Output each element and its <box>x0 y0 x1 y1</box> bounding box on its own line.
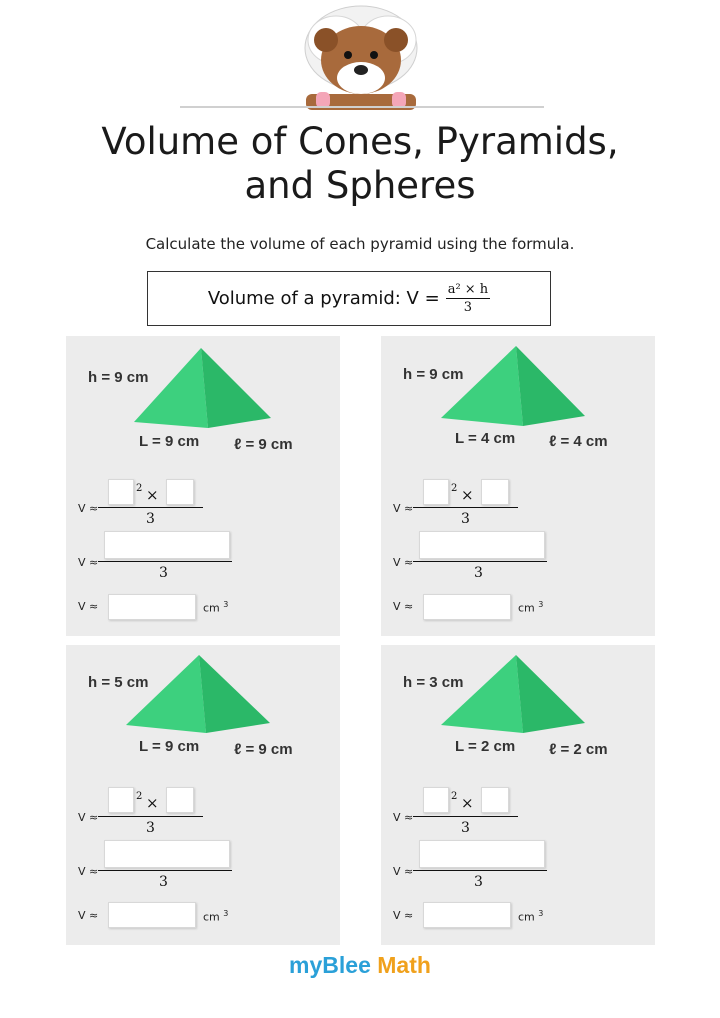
answer-input[interactable] <box>108 902 196 928</box>
numerator-input[interactable] <box>419 840 545 868</box>
slant-length-label: ℓ = 9 cm <box>234 741 293 758</box>
pyramid-illustration <box>66 645 340 755</box>
instruction-text: Calculate the volume of each pyramid using the formula. <box>145 235 575 253</box>
height-input[interactable] <box>481 787 509 813</box>
denominator: 3 <box>474 565 483 581</box>
squared-exponent: 2 <box>451 791 458 802</box>
fraction-line <box>413 870 547 871</box>
formula-box <box>147 271 551 326</box>
fraction-line <box>413 561 547 562</box>
height-label: h = 5 cm <box>88 674 149 691</box>
v-approx-label: V ≈ <box>78 600 99 613</box>
fraction-line <box>98 561 232 562</box>
fraction-line <box>98 507 203 508</box>
denominator: 3 <box>146 820 155 836</box>
slant-length-label: ℓ = 2 cm <box>549 741 608 758</box>
height-label: h = 9 cm <box>403 366 464 383</box>
denominator: 3 <box>159 565 168 581</box>
base-length-label: L = 2 cm <box>455 738 516 755</box>
page-title: Volume of Cones, Pyramids, and Spheres <box>101 120 619 207</box>
unit-label: cm $^3$ <box>203 600 229 615</box>
fraction-line <box>413 816 518 817</box>
base-length-label: L = 9 cm <box>139 738 200 755</box>
height-label: h = 9 cm <box>88 369 149 386</box>
v-approx-label: V ≈ <box>393 865 414 878</box>
base-input[interactable] <box>108 787 134 813</box>
base-length-label: L = 9 cm <box>139 433 200 450</box>
v-approx-label: V ≈ <box>393 811 414 824</box>
formula-fraction <box>446 282 491 315</box>
times-sign: × <box>461 486 474 504</box>
times-sign: × <box>461 794 474 812</box>
brand-logo: myBlee Math <box>289 952 431 978</box>
height-input[interactable] <box>481 479 509 505</box>
answer-input[interactable] <box>108 594 196 620</box>
problem-card-4 <box>381 645 655 945</box>
denominator: 3 <box>461 511 470 527</box>
problem-card-3 <box>66 645 340 945</box>
squared-exponent: 2 <box>136 791 143 802</box>
fraction-line <box>413 507 518 508</box>
v-approx-label: V ≈ <box>78 502 99 515</box>
height-input[interactable] <box>166 787 194 813</box>
fraction-line <box>98 816 203 817</box>
denominator: 3 <box>461 820 470 836</box>
unit-label: cm $^3$ <box>203 909 229 924</box>
problem-card-2 <box>381 336 655 636</box>
v-approx-label: V ≈ <box>78 811 99 824</box>
base-input[interactable] <box>108 479 134 505</box>
height-label: h = 3 cm <box>403 674 464 691</box>
numerator-input[interactable] <box>104 840 230 868</box>
v-approx-label: V ≈ <box>78 909 99 922</box>
formula-denominator: 3 <box>463 300 473 315</box>
squared-exponent: 2 <box>136 483 143 494</box>
times-sign: × <box>146 794 159 812</box>
numerator-input[interactable] <box>104 531 230 559</box>
v-approx-label: V ≈ <box>393 909 414 922</box>
formula-label: Volume of a pyramid: V = <box>207 288 440 309</box>
squared-exponent: 2 <box>451 483 458 494</box>
pyramid-illustration <box>381 645 655 755</box>
fraction-line <box>98 870 232 871</box>
slant-length-label: ℓ = 4 cm <box>549 433 608 450</box>
base-input[interactable] <box>423 479 449 505</box>
header-divider <box>180 106 544 108</box>
v-approx-label: V ≈ <box>393 502 414 515</box>
base-length-label: L = 4 cm <box>455 430 516 447</box>
denominator: 3 <box>159 874 168 890</box>
answer-input[interactable] <box>423 902 511 928</box>
unit-label: cm $^3$ <box>518 600 544 615</box>
answer-input[interactable] <box>423 594 511 620</box>
mascot-illustration <box>276 0 446 112</box>
formula-numerator: a² × h <box>447 282 489 297</box>
unit-label: cm $^3$ <box>518 909 544 924</box>
slant-length-label: ℓ = 9 cm <box>234 436 293 453</box>
v-approx-label: V ≈ <box>78 556 99 569</box>
v-approx-label: V ≈ <box>393 556 414 569</box>
times-sign: × <box>146 486 159 504</box>
denominator: 3 <box>146 511 155 527</box>
height-input[interactable] <box>166 479 194 505</box>
numerator-input[interactable] <box>419 531 545 559</box>
pyramid-illustration <box>66 336 340 446</box>
denominator: 3 <box>474 874 483 890</box>
pyramid-illustration <box>381 336 655 446</box>
v-approx-label: V ≈ <box>78 865 99 878</box>
base-input[interactable] <box>423 787 449 813</box>
problem-card-1 <box>66 336 340 636</box>
v-approx-label: V ≈ <box>393 600 414 613</box>
